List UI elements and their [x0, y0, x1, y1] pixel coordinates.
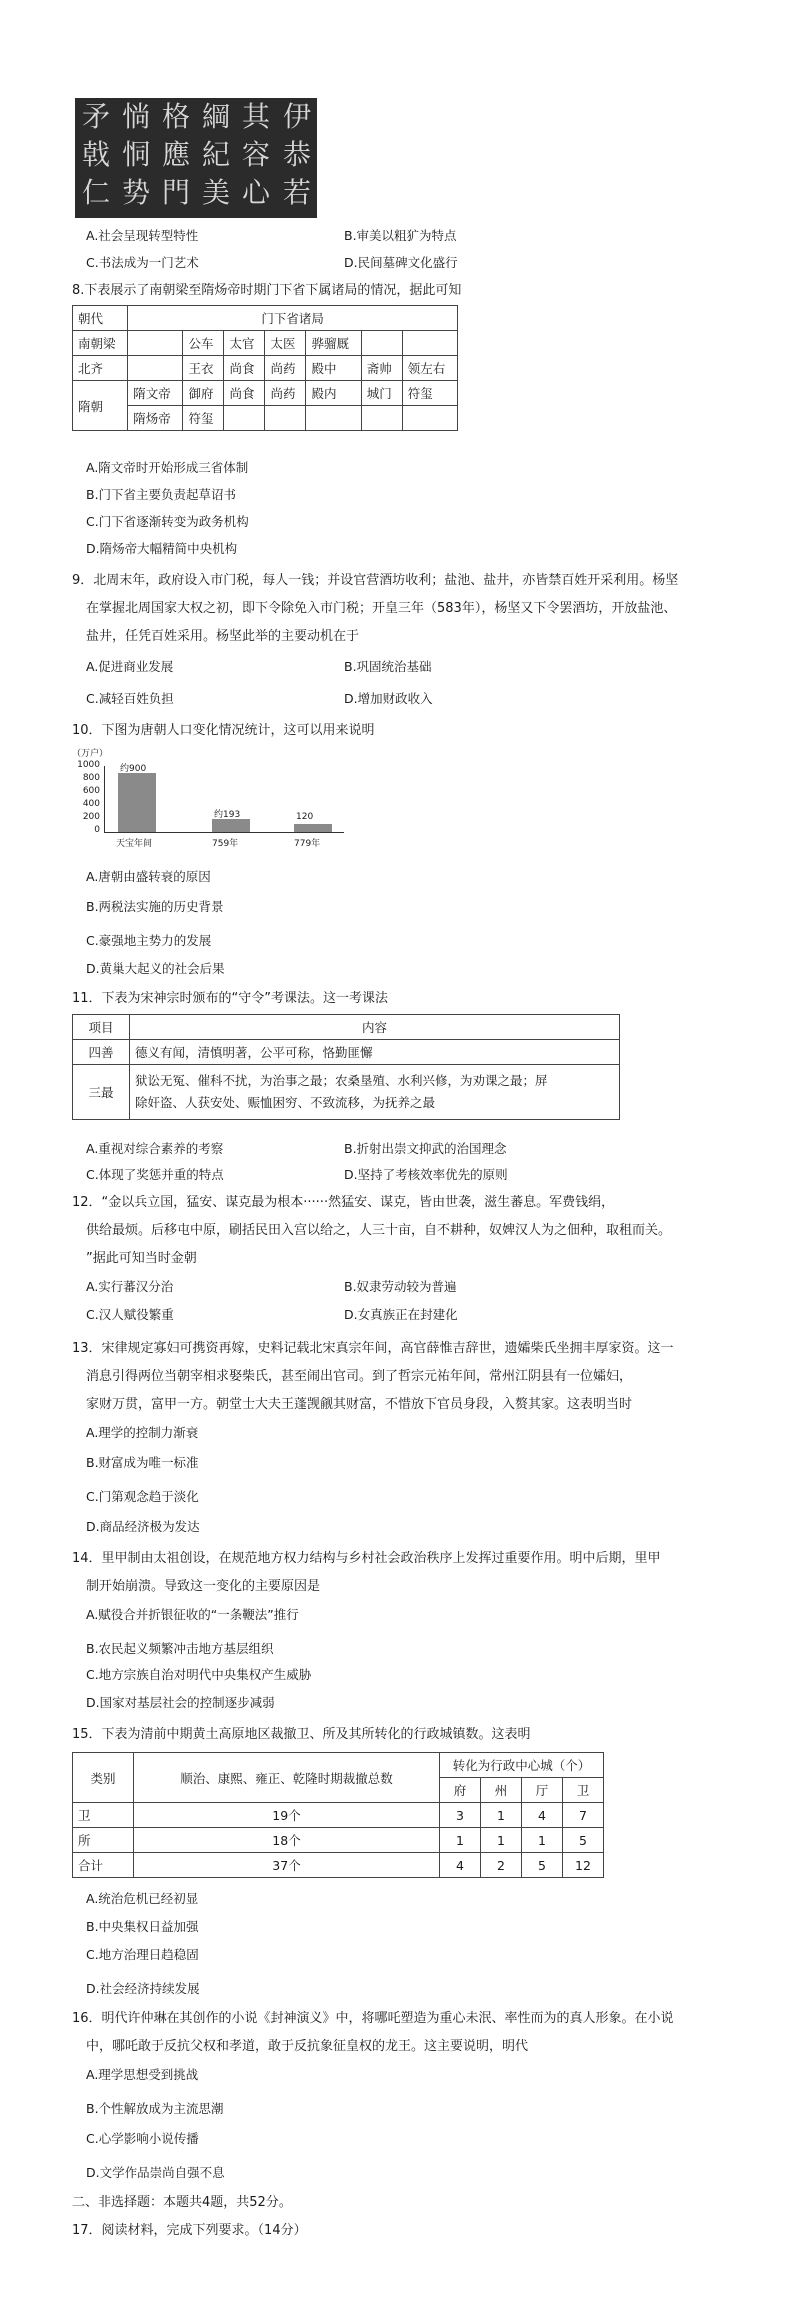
q15-option-d: D.社会经济持续发展 — [86, 1981, 200, 1996]
q16-option-d: D.文学作品崇尚自强不息 — [86, 2165, 225, 2180]
q10-option-a: A.唐朝由盛转衰的原因 — [86, 869, 211, 884]
table-cell: 1 — [440, 1828, 481, 1853]
q14-option-c: C.地方宗族自治对明代中央集权产生威胁 — [86, 1667, 312, 1682]
q7-option-b: B.审美以粗犷为特点 — [344, 228, 457, 243]
q15-stem: 15．下表为清前中期黄土高原地区裁撤卫、所及其所转化的行政城镇数。这表明 — [72, 1727, 531, 1742]
q13-option-c: C.门第观念趋于淡化 — [86, 1489, 199, 1504]
calligraphy-char: 惝 — [121, 100, 150, 133]
table-cell: 7 — [563, 1803, 604, 1828]
calligraphy-char: 美 — [201, 176, 230, 209]
calligraphy-char: 應 — [161, 138, 190, 171]
q10-stem: 10．下图为唐朝人口变化情况统计，这可以用来说明 — [72, 723, 375, 738]
q16-line-1: 16．明代许仲琳在其创作的小说《封神演义》中，将哪吒塑造为重心未泯、率性而为的真人形象。在小说 — [72, 2011, 674, 2026]
calligraphy-char: 矛 — [81, 100, 110, 133]
bar-779年 — [294, 824, 332, 832]
table-cell: 隋朝 — [73, 381, 128, 431]
y-tick-label: 600 — [82, 786, 100, 796]
table-cell: 2 — [481, 1853, 522, 1878]
table-cell: 类别 — [73, 1753, 134, 1803]
q13-option-b: B.财富成为唯一标准 — [86, 1455, 199, 1470]
q8-option-c: C.门下省逐渐转变为政务机构 — [86, 514, 249, 529]
chart-unit-label: （万户） — [72, 749, 109, 759]
table-cell: 3 — [440, 1803, 481, 1828]
q11-option-c: C.体现了奖惩并重的特点 — [86, 1167, 224, 1182]
table-cell: 门下省诸局 — [128, 306, 458, 331]
table-cell — [402, 331, 457, 356]
calligraphy-char: 若 — [282, 176, 311, 209]
q13-line-1: 13．宋律规定寡妇可携资再嫁，史料记载北宋真宗年间，高官薛惟吉辞世，遗孀柴氏坐拥丰厚家资。这一 — [72, 1341, 674, 1356]
q13-option-a: A.理学的控制力渐衰 — [86, 1425, 199, 1440]
table-cell: 5 — [563, 1828, 604, 1853]
table-cell — [402, 406, 457, 431]
q12-line-3: ”据此可知当时金朝 — [86, 1251, 197, 1266]
calligraphy-char: 恭 — [282, 138, 311, 171]
table-cell: 卫 — [563, 1778, 604, 1803]
table-cell: 顺治、康熙、雍正、乾隆时期裁撤总数 — [134, 1753, 440, 1803]
table-cell: 南朝梁 — [73, 331, 128, 356]
table-cell: 殿中 — [306, 356, 361, 381]
table-cell: 卫 — [73, 1803, 134, 1828]
table-cell: 转化为行政中心城（个） — [440, 1753, 604, 1778]
q14-option-b: B.农民起义频繁冲击地方基层组织 — [86, 1641, 274, 1656]
calligraphy-char: 綱 — [201, 100, 230, 133]
y-axis-line — [104, 766, 105, 832]
q12-line-1: 12．“金以兵立国，猛安、谋克最为根本······然猛安、谋克，皆由世袭，滋生蕃息。军费钱绢， — [72, 1195, 615, 1210]
section-heading: 二、非选择题：本题共4题，共52分。 — [72, 2195, 292, 2210]
calligraphy-char: 戟 — [81, 138, 110, 171]
q10-option-b: B.两税法实施的历史背景 — [86, 899, 224, 914]
bar-value-label: 约900 — [120, 764, 147, 774]
table-cell: 城门 — [361, 381, 402, 406]
table-cell: 4 — [522, 1803, 563, 1828]
q9-line-3: 盐井，任凭百姓采用。杨坚此举的主要动机在于 — [86, 629, 360, 644]
bar-value-label: 约193 — [214, 810, 241, 820]
q12-option-a: A.实行蕃汉分治 — [86, 1279, 174, 1294]
q16-option-c: C.心学影响小说传播 — [86, 2131, 199, 2146]
bar-759年 — [212, 819, 250, 832]
table-cell: 5 — [522, 1853, 563, 1878]
y-tick-label: 800 — [82, 773, 100, 783]
q13-line-3: 家财万贯，富甲一方。朝堂士大夫王蓬觊觎其财富，不惜放下官员身段，入赘其家。这表明当时 — [86, 1397, 633, 1412]
q8-table — [72, 305, 458, 431]
table-cell: 所 — [73, 1828, 134, 1853]
table-cell — [361, 331, 402, 356]
table-cell: 隋文帝 — [128, 381, 183, 406]
table-cell: 隋炀帝 — [128, 406, 183, 431]
q8-option-b: B.门下省主要负责起草诏书 — [86, 487, 237, 502]
q7-option-d: D.民间墓碑文化盛行 — [344, 255, 458, 270]
table-cell: 项目 — [73, 1015, 130, 1040]
table-cell: 符玺 — [183, 406, 224, 431]
table-cell: 府 — [440, 1778, 481, 1803]
table-cell: 太医 — [265, 331, 306, 356]
x-tick-label: 天宝年间 — [116, 839, 153, 849]
bar-天宝年间 — [118, 773, 156, 832]
table-cell: 内容 — [130, 1015, 620, 1040]
table-cell: 厅 — [522, 1778, 563, 1803]
q12-option-d: D.女真族正在封建化 — [344, 1307, 458, 1322]
table-cell: 三最 — [73, 1065, 130, 1120]
q15-table — [72, 1752, 604, 1878]
table-cell-line: 狱讼无冤、催科不扰，为治事之最；农桑垦殖、水利兴修，为劝课之最；屏 — [135, 1073, 548, 1088]
table-cell: 斋帅 — [361, 356, 402, 381]
table-cell: 州 — [481, 1778, 522, 1803]
table-cell: 18个 — [134, 1828, 440, 1853]
y-tick-label: 1000 — [77, 760, 100, 770]
q11-table — [72, 1014, 620, 1120]
bar-value-label: 120 — [296, 812, 314, 822]
table-cell: 4 — [440, 1853, 481, 1878]
q9-option-c: C.减轻百姓负担 — [86, 691, 174, 706]
y-tick-label: 200 — [82, 812, 100, 822]
table-cell: 12 — [563, 1853, 604, 1878]
q15-option-b: B.中央集权日益加强 — [86, 1919, 199, 1934]
table-cell: 御府 — [183, 381, 224, 406]
calligraphy-char: 恫 — [121, 138, 150, 171]
table-cell: 尚药 — [265, 356, 306, 381]
q12-option-b: B.奴隶劳动较为普遍 — [344, 1279, 457, 1294]
table-cell: 四善 — [73, 1040, 130, 1065]
q17-stem: 17．阅读材料，完成下列要求。（14分） — [72, 2223, 307, 2238]
table-cell: 领左右 — [402, 356, 457, 381]
table-cell: 尚药 — [265, 381, 306, 406]
table-cell: 殿内 — [306, 381, 361, 406]
calligraphy-char: 心 — [241, 176, 270, 209]
q11-option-a: A.重视对综合素养的考察 — [86, 1141, 224, 1156]
q9-option-b: B.巩固统治基础 — [344, 659, 432, 674]
q13-option-d: D.商品经济极为发达 — [86, 1519, 200, 1534]
q13-line-2: 消息引得两位当朝宰相求娶柴氏，甚至闹出官司。到了哲宗元祐年间，常州江阴县有一位孀妇， — [86, 1369, 633, 1384]
q9-option-d: D.增加财政收入 — [344, 691, 433, 706]
x-tick-label: 759年 — [212, 839, 239, 849]
x-tick-label: 779年 — [294, 839, 321, 849]
table-cell: 骅骝厩 — [306, 331, 361, 356]
q11-option-d: D.坚持了考核效率优先的原则 — [344, 1167, 508, 1182]
table-cell — [265, 406, 306, 431]
table-cell: 1 — [481, 1803, 522, 1828]
table-cell — [128, 356, 183, 381]
calligraphy-char: 仁 — [81, 176, 110, 209]
q9-option-a: A.促进商业发展 — [86, 659, 174, 674]
q16-line-2: 中，哪吒敢于反抗父权和孝道，敢于反抗象征皇权的龙王。这主要说明，明代 — [86, 2039, 529, 2054]
calligraphy-rubbing-image — [75, 98, 317, 218]
table-cell: 王衣 — [183, 356, 224, 381]
q14-line-2: 制开始崩溃。导致这一变化的主要原因是 — [86, 1579, 321, 1594]
calligraphy-char: 紀 — [201, 138, 230, 171]
table-cell: 37个 — [134, 1853, 440, 1878]
q8-stem: 8.下表展示了南朝梁至隋炀帝时期门下省下属诸局的情况，据此可知 — [72, 283, 462, 298]
y-tick-label: 0 — [94, 825, 100, 835]
q12-line-2: 供给最烦。后移屯中原，刷括民田入宫以给之，人三十亩，自不耕种，奴婢汉人为之佃种，取租而关。 — [86, 1223, 672, 1238]
table-cell: 太官 — [224, 331, 265, 356]
table-cell-line: 除奸盗、人获安处、赈恤困穷、不致流移，为抚养之最 — [135, 1095, 436, 1110]
table-cell: 朝代 — [73, 306, 128, 331]
q9-line-1: 9．北周末年，政府设入市门税，每人一钱；并设官营酒坊收利；盐池、盐井，亦皆禁百姓开采利用。杨坚 — [72, 573, 679, 588]
table-cell: 北齐 — [73, 356, 128, 381]
q15-option-a: A.统治危机已经初显 — [86, 1891, 199, 1906]
q14-line-1: 14．里甲制由太祖创设，在规范地方权力结构与乡村社会政治秩序上发挥过重要作用。明中后期，里甲 — [72, 1551, 661, 1566]
table-cell — [361, 406, 402, 431]
calligraphy-char: 容 — [241, 138, 270, 171]
table-cell: 19个 — [134, 1803, 440, 1828]
table-cell — [224, 406, 265, 431]
q7-option-a: A.社会呈现转型特性 — [86, 228, 199, 243]
calligraphy-char: 伊 — [282, 100, 311, 133]
q16-option-b: B.个性解放成为主流思潮 — [86, 2101, 224, 2116]
x-axis-line — [104, 832, 344, 833]
q10-option-d: D.黄巢大起义的社会后果 — [86, 961, 225, 976]
y-tick-label: 400 — [82, 799, 100, 809]
q14-option-d: D.国家对基层社会的控制逐步减弱 — [86, 1695, 275, 1710]
table-cell: 尚食 — [224, 356, 265, 381]
calligraphy-char: 門 — [161, 176, 190, 209]
table-cell — [130, 1065, 620, 1120]
q7-option-c: C.书法成为一门艺术 — [86, 255, 199, 270]
q8-option-a: A.隋文帝时开始形成三省体制 — [86, 460, 249, 475]
table-cell: 1 — [522, 1828, 563, 1853]
table-cell — [306, 406, 361, 431]
table-cell: 1 — [481, 1828, 522, 1853]
q14-option-a: A.赋役合并折银征收的“一条鞭法”推行 — [86, 1607, 299, 1622]
table-cell: 德义有闻，清慎明著，公平可称，恪勤匪懈 — [130, 1040, 620, 1065]
q8-option-d: D.隋炀帝大幅精简中央机构 — [86, 541, 238, 556]
population-bar-chart — [72, 746, 352, 854]
q10-option-c: C.豪强地主势力的发展 — [86, 933, 212, 948]
q16-option-a: A.理学思想受到挑战 — [86, 2067, 199, 2082]
q12-option-c: C.汉人赋役繁重 — [86, 1307, 174, 1322]
q15-option-c: C.地方治理日趋稳固 — [86, 1947, 199, 1962]
calligraphy-char: 其 — [241, 100, 270, 133]
table-cell — [128, 331, 183, 356]
q9-line-2: 在掌握北周国家大权之初，即下令除免入市门税；开皇三年（583年），杨坚又下令罢酒坊，开放盐池、 — [86, 601, 677, 616]
q11-option-b: B.折射出崇文抑武的治国理念 — [344, 1141, 507, 1156]
table-cell: 尚食 — [224, 381, 265, 406]
table-cell: 公车 — [183, 331, 224, 356]
calligraphy-char: 格 — [161, 100, 190, 133]
table-cell: 符玺 — [402, 381, 457, 406]
calligraphy-char: 势 — [121, 176, 150, 209]
table-cell: 合计 — [73, 1853, 134, 1878]
q11-stem: 11．下表为宋神宗时颁布的“守令”考课法。这一考课法 — [72, 991, 389, 1006]
